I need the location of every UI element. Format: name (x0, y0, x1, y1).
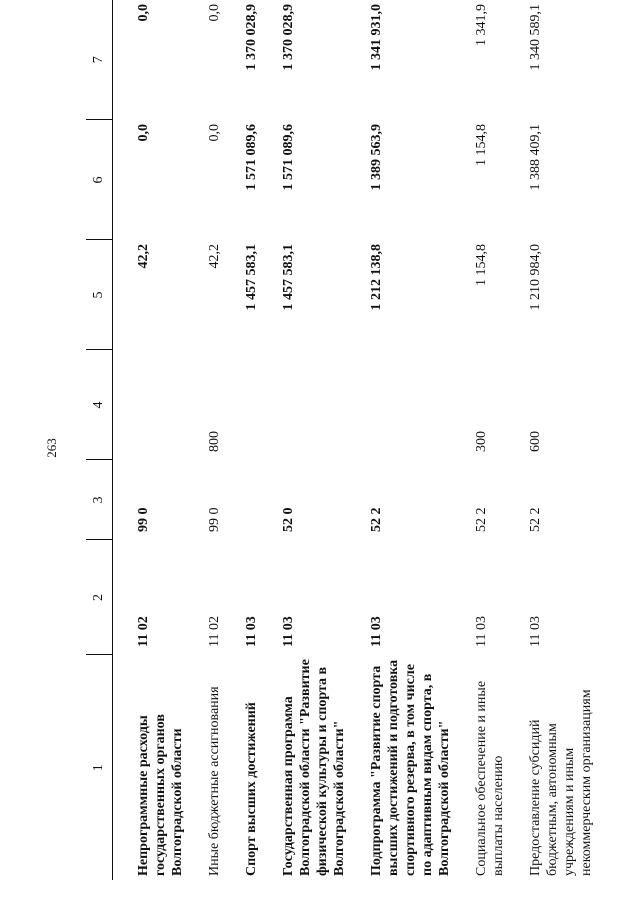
column-header-5: 5 (86, 240, 113, 350)
row-program-code: 52 0 (281, 507, 296, 532)
row-program-code: 52 2 (474, 507, 489, 532)
row-expense-kind (266, 350, 354, 460)
row-value-col5: 1 210 984,0 (528, 244, 543, 311)
row-section-code: 11 03 (528, 616, 543, 647)
row-value-col5: 42,2 (136, 244, 151, 269)
table-row (354, 0, 459, 880)
row-value-col6: 0,0 (207, 124, 222, 142)
column-header-6: 6 (86, 120, 113, 240)
row-value-col6: 1 571 089,6 (244, 124, 259, 191)
column-header-7: 7 (86, 0, 113, 120)
table-body (113, 0, 602, 880)
table-header-row (86, 0, 113, 880)
row-value-col7: 1 341 931,0 (369, 4, 384, 71)
table-row (113, 0, 193, 880)
column-header-2: 2 (86, 540, 113, 655)
row-value-col7: 1 341,9 (474, 4, 489, 46)
row-program-code (229, 460, 266, 540)
page-number: 263 (44, 438, 59, 458)
row-value-col6: 1 571 089,6 (281, 124, 296, 191)
row-name: Иные бюджетные ассигнования (207, 686, 222, 876)
row-value-col7: 0,0 (207, 4, 222, 22)
row-value-col7: 1 370 028,9 (281, 4, 296, 71)
row-section-code: 11 03 (369, 616, 384, 647)
row-value-col7: 1 340 589,1 (528, 4, 543, 71)
table-row (229, 0, 266, 880)
row-value-col5: 1 212 138,8 (369, 244, 384, 311)
table-row (459, 0, 513, 880)
row-value-col6: 0,0 (136, 124, 151, 142)
row-program-code: 52 2 (369, 507, 384, 532)
budget-table (86, 0, 601, 880)
row-expense-kind (113, 350, 193, 460)
row-value-col5: 1 457 583,1 (244, 244, 259, 311)
column-header-3: 3 (86, 460, 113, 540)
row-value-col6: 1 389 563,9 (369, 124, 384, 191)
row-expense-kind: 600 (528, 431, 543, 452)
row-name: Социальное обеспечение и иные выплаты населению (474, 680, 506, 876)
row-program-code: 99 0 (207, 507, 222, 532)
column-header-4: 4 (86, 350, 113, 460)
row-section-code: 11 02 (136, 616, 151, 647)
row-section-code: 11 03 (244, 616, 259, 647)
row-value-col5: 1 154,8 (474, 244, 489, 286)
row-name: Непрограммные расходы государственных органов Волгоградской области (136, 714, 185, 876)
row-value-col6: 1 154,8 (474, 124, 489, 166)
row-section-code: 11 02 (207, 616, 222, 647)
row-section-code: 11 03 (281, 616, 296, 647)
row-expense-kind (354, 350, 459, 460)
table-row (266, 0, 354, 880)
row-expense-kind: 800 (207, 431, 222, 452)
column-header-1: 1 (86, 655, 113, 880)
table-row (192, 0, 229, 880)
row-name: Государственная программа Волгоградской области "Развитие физической культуры и спорта в Волгоградской области" (281, 659, 347, 876)
row-section-code: 11 03 (474, 616, 489, 647)
row-program-code: 99 0 (136, 507, 151, 532)
row-value-col6: 1 388 409,1 (528, 124, 543, 191)
rotated-page-content (86, 0, 616, 880)
row-value-col7: 1 370 028,9 (244, 4, 259, 71)
row-program-code: 52 2 (528, 507, 543, 532)
row-name: Предоставление субсидий бюджетным, автономным учреждениям и иным некоммерческим организациям (528, 689, 594, 876)
row-value-col7: 0,0 (136, 4, 151, 22)
row-name: Подпрограмма "Развитие спорта высших достижений и подготовка спортивного резерва, в том числе по адаптивным видам спорта, в Волгоградской области" (369, 659, 452, 876)
row-value-col5: 42,2 (207, 244, 222, 269)
row-expense-kind (229, 350, 266, 460)
row-expense-kind: 300 (474, 431, 489, 452)
table-row (513, 0, 601, 880)
row-name: Спорт высших достижений (244, 702, 259, 876)
row-value-col5: 1 457 583,1 (281, 244, 296, 311)
